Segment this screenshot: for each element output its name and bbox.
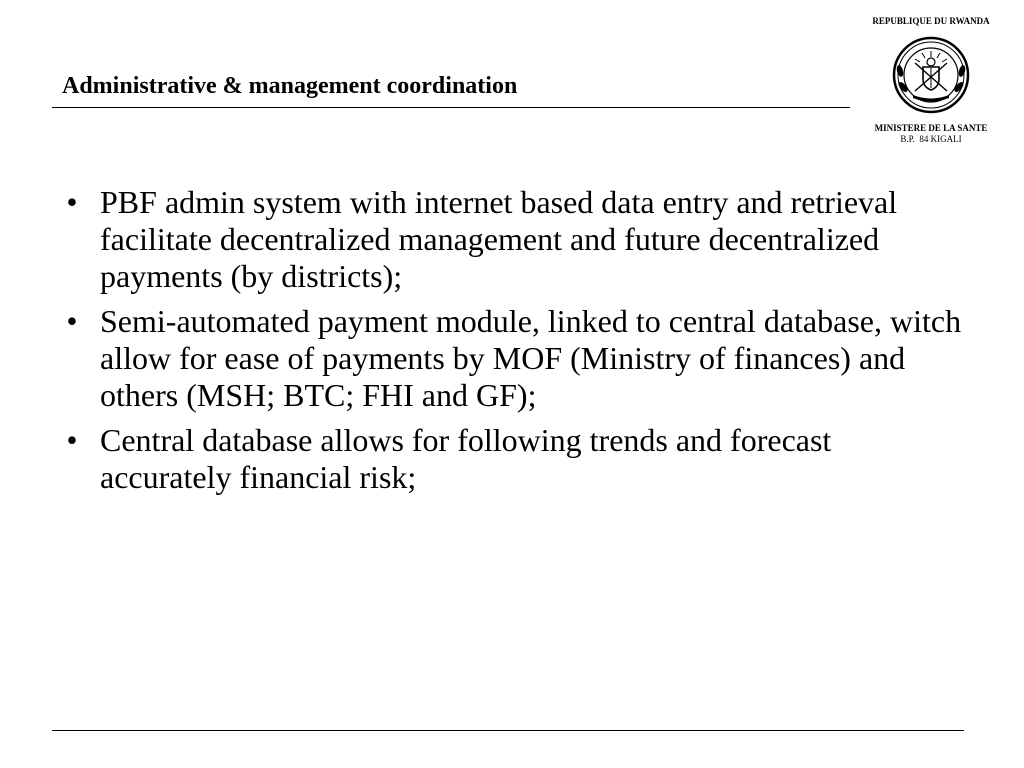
address-label: B.P. 84 KIGALI (900, 134, 962, 144)
bullet-text: Central database allows for following trends and forecast accurately financial risk; (100, 422, 832, 495)
ministry-emblem (858, 14, 1004, 145)
rwanda-coat-of-arms-icon (891, 35, 971, 115)
bullet-item (62, 184, 962, 295)
ministry-label: MINISTERE DE LA SANTE (874, 123, 988, 133)
bullet-list (62, 184, 962, 504)
footer-divider (52, 730, 964, 731)
title-divider (52, 107, 850, 108)
bullet-item (62, 303, 962, 414)
bullet-item (62, 422, 962, 496)
bullet-marker: • (66, 184, 78, 220)
bullet-marker: • (66, 303, 78, 339)
bullet-text: Semi-automated payment module, linked to central database, witch allow for ease of payments by MOF (Ministry of finances) and others (MSH; BTC; FHI and GF); (100, 303, 962, 413)
bullet-marker: • (66, 422, 78, 458)
country-label: REPUBLIQUE DU RWANDA (872, 16, 990, 26)
bullet-text: PBF admin system with internet based data entry and retrieval facilitate decentralized management and future decentralized payments (by districts); (100, 184, 898, 294)
slide-title: Administrative & management coordination (62, 73, 518, 99)
